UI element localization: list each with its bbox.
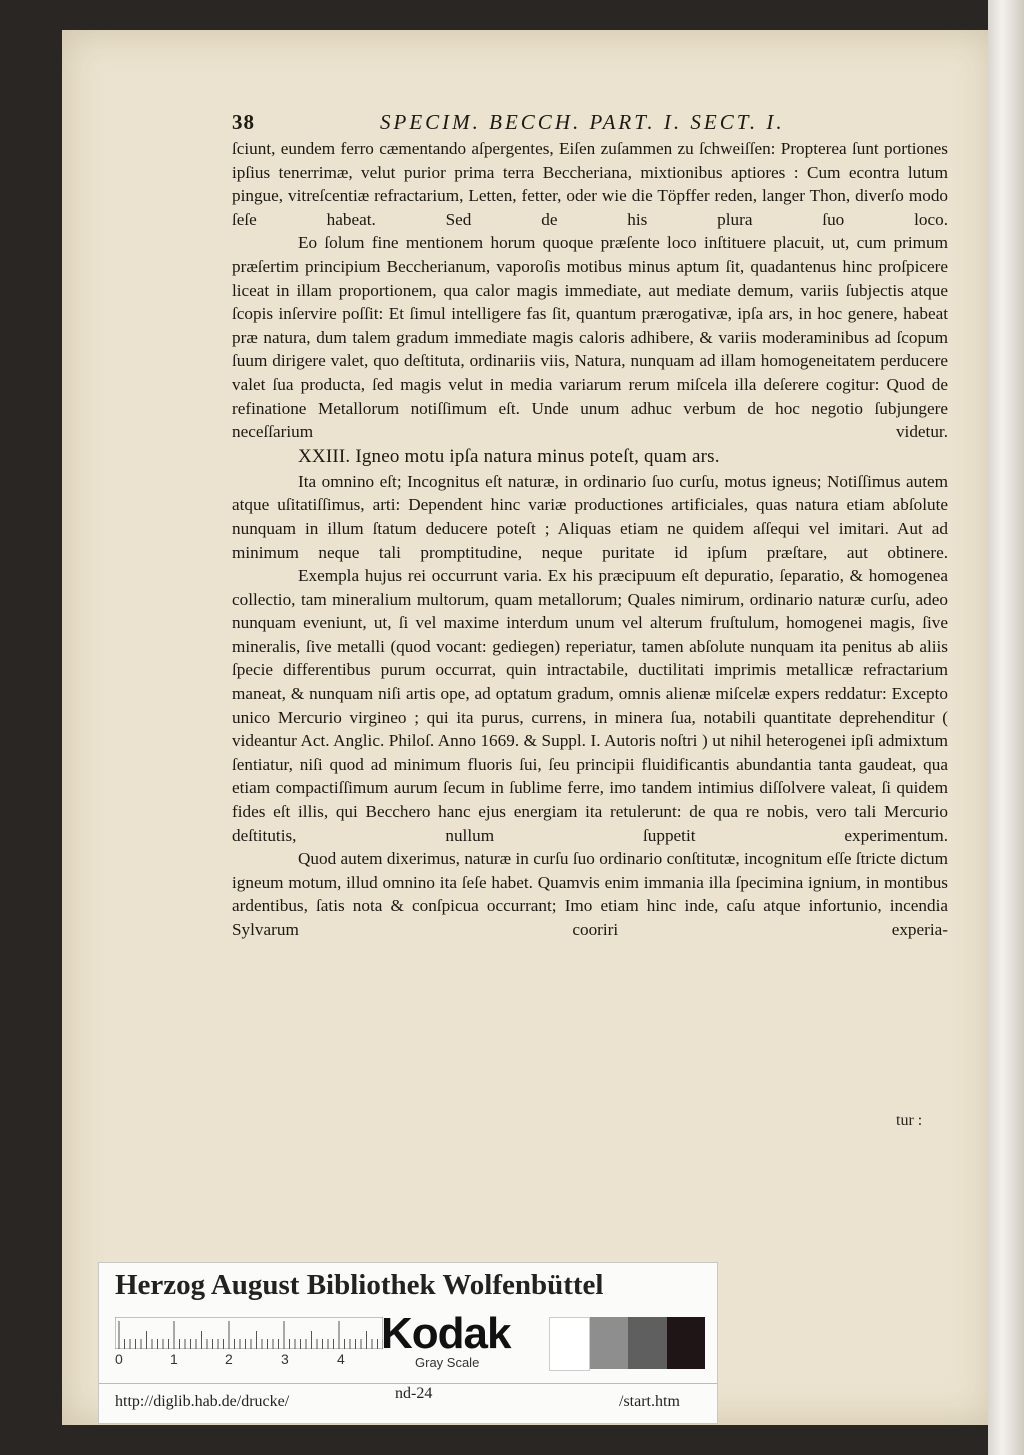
catchword: tur : (896, 1112, 923, 1129)
ruler-number: 0 (115, 1351, 123, 1367)
shelfmark: nd-24 (395, 1385, 433, 1402)
paragraph-3: Ita omnino eſt; Incognitus eſt naturæ, in ordinario ſuo curſu, motus igneus; Notiſſimus autem atque uſitatiſſimus, arti: Dependent hinc variæ productiones artificiales, quas natura etiam abſolute nunquam in illum ſtatum deducere poteſt ; Aliquas etiam ne quidem aſſequi vel imitari. Aut ad minimum neque tali promptitudine, neque puritate id ipſum præſtare, aut obtinere. (232, 471, 948, 562)
source-url-left: http://diglib.hab.de/drucke/ (115, 1393, 290, 1410)
ruler-scale (115, 1317, 383, 1349)
gray-patch (628, 1317, 667, 1369)
section-heading-xxiii: XXIII. Igneo motu ipſa natura minus poteſt, quam ars. (298, 445, 720, 467)
ruler-number: 4 (337, 1351, 345, 1367)
adjacent-page-edge (988, 0, 1024, 1455)
paragraph-1: ſciunt, eundem ferro cæmentando aſpergentes, Eiſen zuſammen zu ſchweiſſen: Propterea ſunt portiones ipſius tenerrimæ, velut purior prima terra Beccheriana, mixtionibus aptiores : Cum econtra lutum pingue, vitreſcentiæ refractarium, Letten, fetter, oder wie die Töpffer reden, langer Thon, diverſo modo ſeſe habeat. Sed de his plura ſuo loco. (232, 139, 948, 229)
paragraph-4: Exempla hujus rei occurrunt varia. Ex his præcipuum eſt depuratio, ſeparatio, & homogenea collectio, tam mineralium multorum, quam metallorum; Quales nimirum, ordinario naturæ curſu, adeo nunquam eveniunt, ut, ſi vel maxime interdum unum vel alterum fruſtulum, homogenei magis, ſive mineralis, ſive metalli (quod vocant: gediegen) reperiatur, tamen abſolute nunquam ita penitus ab aliis ſpecie differentibus purum occurrat, quin intractabile, ductilitati imprimis metallicæ refractarium maneat, & nunquam niſi artis ope, ad optatum gradum, omnis alienæ miſcelæ expers reddatur: Excepto unico Mercurio virgineo ; qui ita purus, currens, in minera ſua, notabili quantitate deprehenditur ( videantur Act. Anglic. Philoſ. Anno 1669. & Suppl. I. Autoris noſtri ) ut nihil heterogenei ipſi admixtum ſentiatur, niſi quod ad minimum fluoris ſui, ſeu principii fluidificantis abundantia tanta gaudeat, qua etiam compactiſſimum aurum ſecum in ſublime ferre, imo tandem intimius diſſolvere valeat, ſi quidem fides eſt illis, qui Becchero hanc ejus energiam ita retulerunt: de qua re nobis, vero tali Mercurio deſtitutis, nullum ſuppetit experimentum. (232, 566, 948, 845)
page-number: 38 (232, 110, 255, 134)
ruler-number: 2 (225, 1351, 233, 1367)
gray-scale-patches (549, 1317, 705, 1369)
gray-patch (667, 1317, 706, 1369)
card-divider (99, 1383, 717, 1384)
paragraph-5: Quod autem dixerimus, naturæ in curſu ſuo ordinario conſtitutæ, incognitum eſſe ſtricte dictum igneum motum, illud omnino ita ſeſe habet. Quamvis enim immania illa ſpecimina ignium, in montibus ardentibus, ſatis nota & conſpicua occurrant; Imo etiam hinc inde, caſu atque infortunio, incendia Sylvarum cooriri experia- (232, 849, 948, 939)
paragraph-2: Eo ſolum fine mentionem horum quoque præſente loco inſtituere placuit, ut, cum primum præſertim principium Beccherianum, vaporoſis motibus minus aptum ſit, quadantenus hinc proſpicere liceat in illam proportionem, qua calor magis immediate, aut mediate demum, variis ſubjectis atque ſcopis inſervire poſſit: Et ſimul intelligere fas ſit, quantum prærogativæ, ipſa ars, in hoc genere, habeat præ natura, dum talem gradum immediate magis caloris adhibere, & variis moderaminibus ad ſcopum ſuum dirigere valet, quo deſtituta, ordinariis viis, Natura, nunquam ad illam homogeneitatem perducere valet ſua producta, ſed magis velut in media variarum rerum miſcela illa deſerere cogitur: Quod de refinatione Metallorum notiſſimum eſt. Unde unum adhuc verbum de hoc negotio ſubjungere neceſſarium videtur. (232, 233, 948, 442)
gray-patch (549, 1317, 590, 1371)
ruler-number: 3 (281, 1351, 289, 1367)
library-title: Herzog August Bibliothek Wolfenbüttel (115, 1269, 604, 1301)
kodak-logo: Kodak (381, 1309, 511, 1358)
library-scan-card (98, 1262, 718, 1424)
running-head: SPECIM. BECCH. PART. I. SECT. I. (380, 110, 785, 134)
gray-patch (590, 1317, 629, 1369)
ruler-number: 1 (170, 1351, 178, 1367)
page-body (232, 137, 948, 942)
source-url-right: /start.htm (619, 1393, 680, 1410)
gray-scale-label: Gray Scale (415, 1355, 480, 1370)
